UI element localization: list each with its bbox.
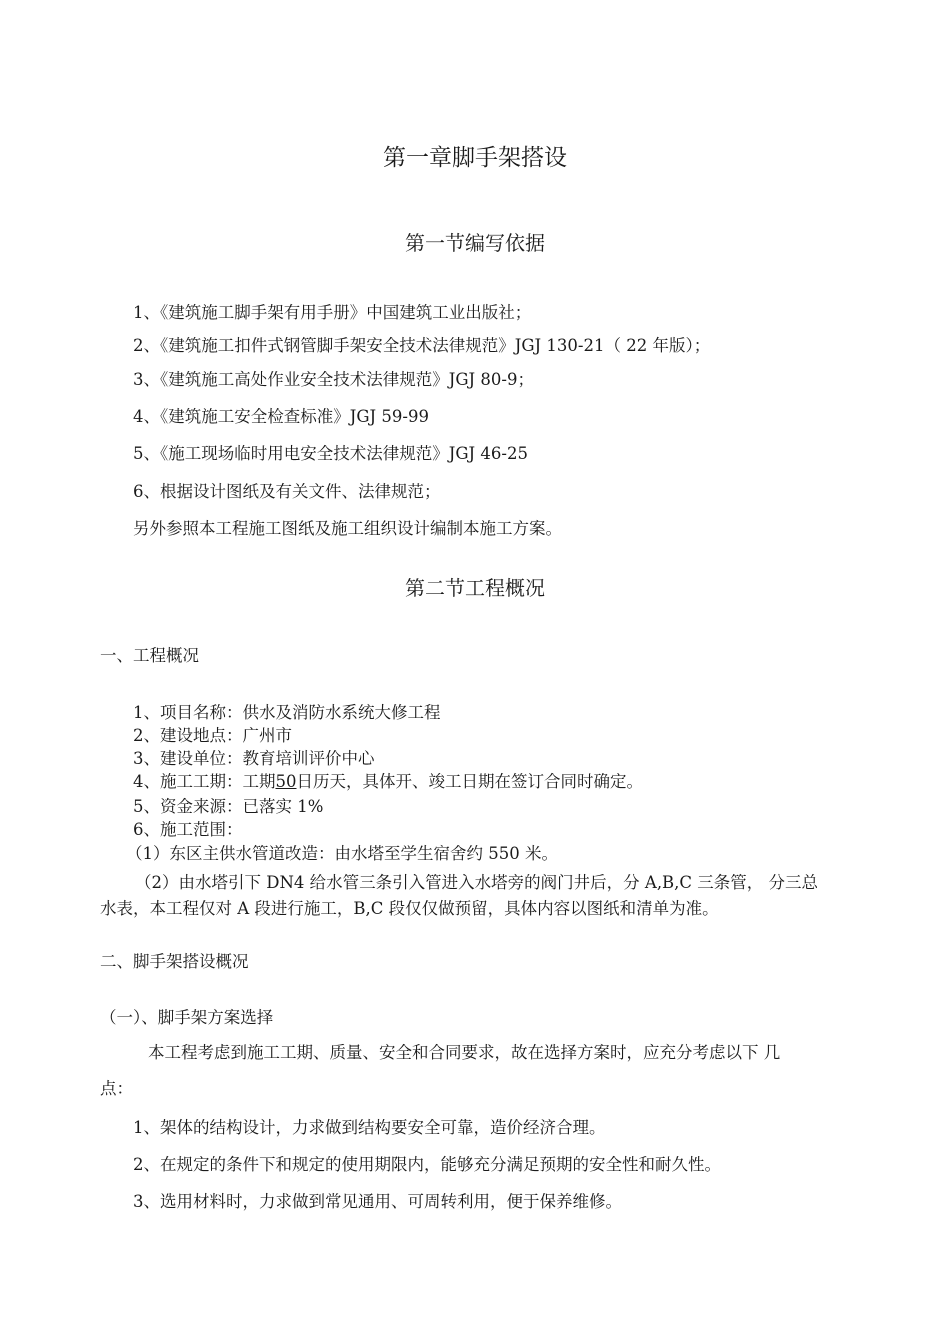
basis-item-5: 5、《施工现场临时用电安全技术法律规范》JGJ 46-25 (133, 444, 528, 463)
overview-item-5: 5、资金来源：已落实 1% (133, 797, 324, 816)
basis-item-1: 1、《建筑施工脚手架有用手册》中国建筑工业出版社； (133, 303, 532, 322)
plan-point-2: 2、在规定的条件下和规定的使用期限内，能够充分满足预期的安全性和耐久性。 (133, 1155, 721, 1174)
plan-point-1: 1、架体的结构设计，力求做到结构要安全可靠，造价经济合理。 (133, 1118, 606, 1137)
plan-intro-line-1: 本工程考虑到施工工期、质量、安全和合同要求，故在选择方案时，应充分考虑以下 几 (148, 1043, 781, 1062)
overview-item-4-prefix: 4、施工工期：工期 (133, 772, 276, 791)
overview-item-2: 2、建设地点：广州市 (133, 726, 292, 745)
basis-item-3: 3、《建筑施工高处作业安全技术法律规范》JGJ 80-9； (133, 370, 534, 389)
section-title-basis: 第一节编写依据 (405, 231, 545, 255)
heading-scaffold-plan: （一）、脚手架方案选择 (100, 1008, 274, 1027)
overview-item-6: 6、施工范围： (133, 820, 243, 839)
plan-intro-line-2: 点： (100, 1079, 133, 1098)
chapter-title: 第一章脚手架搭设 (383, 145, 567, 171)
scope-item-2-line-1: （2）由水塔引下 DN4 给水管三条引入管进入水塔旁的阀门井后，分 A,B,C 三条管， 分三总 (135, 873, 819, 892)
heading-scaffold-overview: 二、脚手架搭设概况 (100, 952, 249, 971)
section-title-overview: 第二节工程概况 (405, 576, 545, 600)
scope-item-2-line-2: 水表，本工程仅对 A 段进行施工，B,C 段仅仅做预留，具体内容以图纸和清单为准。 (100, 899, 719, 918)
scope-item-1: （1）东区主供水管道改造：由水塔至学生宿舍约 550 米。 (126, 844, 558, 863)
plan-point-3: 3、选用材料时，力求做到常见通用、可周转利用，便于保养维修。 (133, 1192, 622, 1211)
overview-item-4-suffix: 日历天，具体开、竣工日期在签订合同时确定。 (296, 772, 643, 791)
heading-project-overview: 一、工程概况 (100, 646, 199, 665)
overview-item-3: 3、建设单位：教育培训评价中心 (133, 749, 375, 768)
basis-item-2: 2、《建筑施工扣件式钢管脚手架安全技术法律规范》JGJ 130-21（ 22 年版）； (133, 336, 711, 355)
overview-item-1: 1、项目名称：供水及消防水系统大修工程 (133, 703, 441, 722)
basis-item-6: 6、根据设计图纸及有关文件、法律规范； (133, 482, 441, 501)
overview-item-4 (133, 771, 643, 793)
basis-item-4: 4、《建筑施工安全检查标准》JGJ 59-99 (133, 407, 429, 426)
construction-days: 50 (275, 772, 297, 791)
basis-note: 另外参照本工程施工图纸及施工组织设计编制本施工方案。 (133, 519, 562, 538)
